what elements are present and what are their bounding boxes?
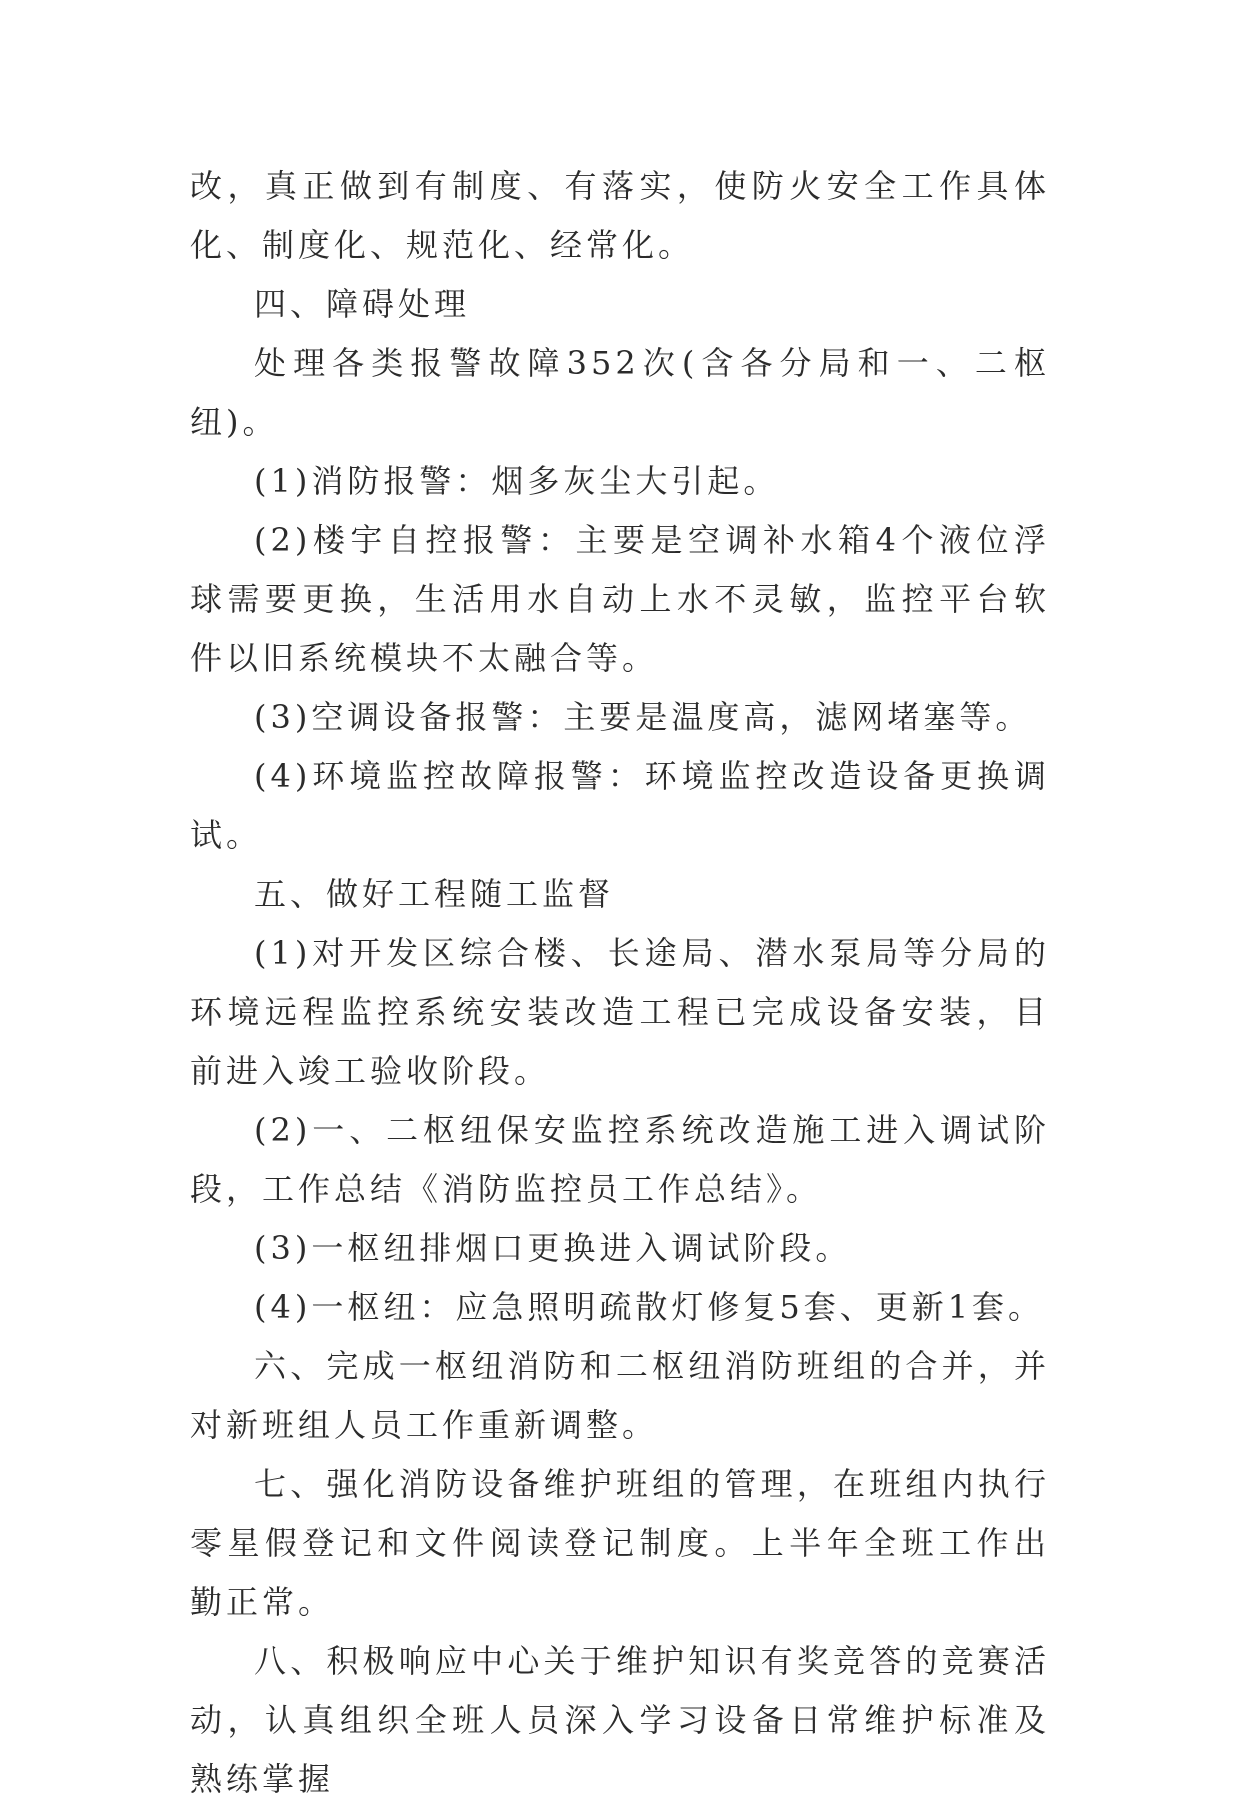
section-paragraph-6: 六、完成一枢纽消防和二枢纽消防班组的合并，并对新班组人员工作重新调整。 [190, 1347, 1050, 1444]
section-heading-5: 五、做好工程随工监督 [254, 875, 615, 913]
section-paragraph-8: 八、积极响应中心关于维护知识有奖竞答的竞赛活动，认真组织全班人员深入学习设备日常维护标准及熟练掌握 [190, 1642, 1050, 1798]
paragraph-12: (4)一枢纽：应急照明疏散灯修复5套、更新1套。 [254, 1288, 1045, 1326]
section-paragraph-7: 七、强化消防设备维护班组的管理，在班组内执行零星假登记和文件阅读登记制度。上半年全班工作出勤正常。 [190, 1465, 1050, 1621]
paragraph-9: (1)对开发区综合楼、长途局、潜水泵局等分局的环境远程监控系统安装改造工程已完成设备安装，目前进入竣工验收阶段。 [190, 934, 1050, 1090]
paragraph-6: (3)空调设备报警：主要是温度高，滤网堵塞等。 [254, 698, 1032, 736]
paragraph-1: 改，真正做到有制度、有落实，使防火安全工作具体化、制度化、规范化、经常化。 [190, 167, 1050, 264]
paragraph-3: 处理各类报警故障352次(含各分局和一、二枢纽)。 [190, 344, 1050, 441]
body-text [190, 157, 1050, 1809]
paragraph-10: (2)一、二枢纽保安监控系统改造施工进入调试阶段，工作总结《消防监控员工作总结》。 [190, 1111, 1050, 1208]
section-heading-4: 四、障碍处理 [254, 285, 471, 323]
paragraph-11: (3)一枢纽排烟口更换进入调试阶段。 [254, 1229, 852, 1267]
paragraph-5: (2)楼宇自控报警：主要是空调补水箱4个液位浮球需要更换，生活用水自动上水不灵敏，监控平台软件以旧系统模块不太融合等。 [190, 521, 1050, 677]
paragraph-4: (1)消防报警：烟多灰尘大引起。 [254, 462, 780, 500]
paragraph-7: (4)环境监控故障报警：环境监控改造设备更换调试。 [190, 757, 1050, 854]
